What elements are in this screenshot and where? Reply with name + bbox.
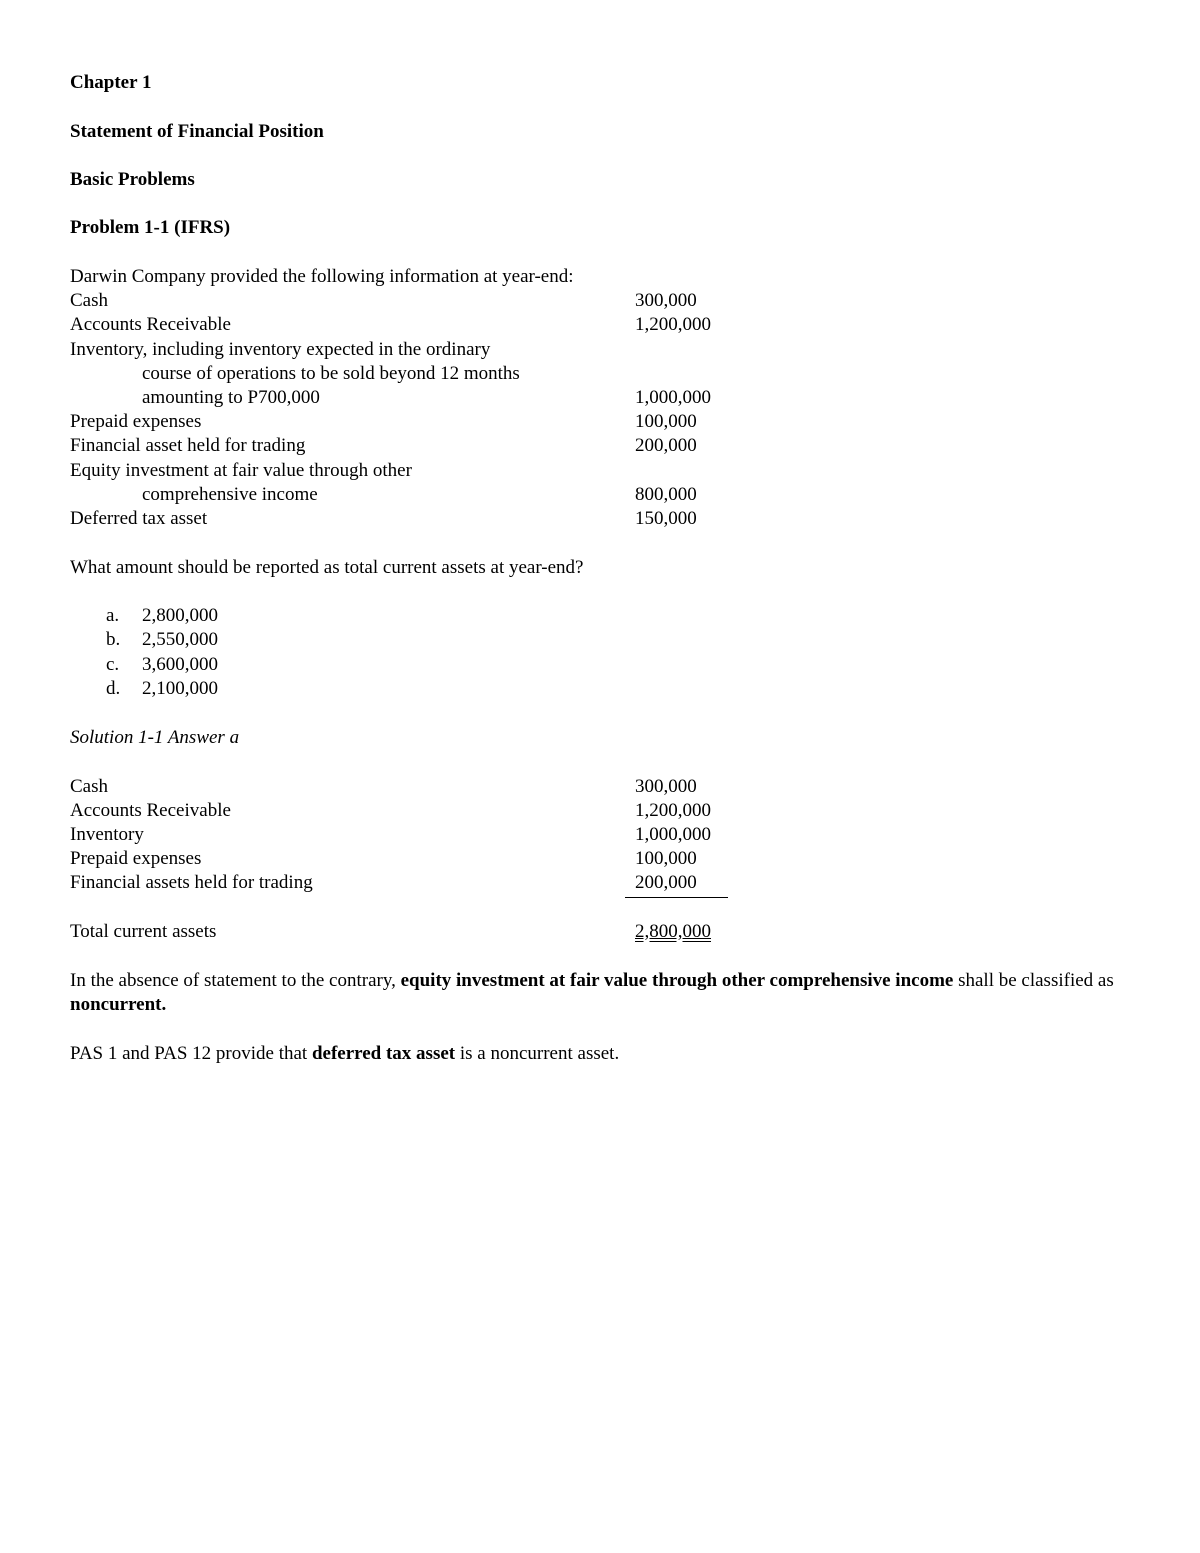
note2-bold-term: deferred tax asset	[311, 1043, 456, 1064]
item-label-inventory-1: Inventory, including inventory expected in the ordinary	[70, 339, 491, 360]
item-label-inventory-3: amounting to P700,000	[142, 387, 320, 408]
total-value: 2,800,000	[635, 921, 711, 942]
solution-value-ar: 1,200,000	[635, 800, 711, 821]
note2-pre: PAS 1 and PAS 12 provide that	[70, 1043, 312, 1064]
item-label-financial-asset: Financial asset held for trading	[70, 435, 306, 456]
choice-value: 2,100,000	[142, 678, 218, 699]
solution-value-prepaid: 100,000	[635, 848, 697, 869]
subtotal-rule	[625, 897, 728, 898]
item-value-equity: 800,000	[635, 484, 697, 505]
choice-value: 2,800,000	[142, 605, 218, 626]
note-equity-investment	[70, 969, 1132, 1017]
choice-letter: b.	[106, 629, 121, 650]
item-value-prepaid: 100,000	[635, 411, 697, 432]
item-label-ar: Accounts Receivable	[70, 314, 231, 335]
choice-value: 2,550,000	[142, 629, 218, 650]
item-value-ar: 1,200,000	[635, 314, 711, 335]
choice-letter: a.	[106, 605, 120, 626]
solution-label-ar: Accounts Receivable	[70, 800, 231, 821]
item-label-prepaid: Prepaid expenses	[70, 411, 202, 432]
solution-label-prepaid: Prepaid expenses	[70, 848, 202, 869]
note1-mid: shall be classified as	[953, 970, 1114, 991]
solution-value-cash: 300,000	[635, 776, 697, 797]
item-value-inventory: 1,000,000	[635, 387, 711, 408]
problem-title: Problem 1-1 (IFRS)	[70, 217, 231, 238]
question-text: What amount should be reported as total current assets at year-end?	[70, 557, 584, 578]
note2-post: is a noncurrent asset.	[455, 1043, 620, 1064]
choice-value: 3,600,000	[142, 654, 218, 675]
item-value-cash: 300,000	[635, 290, 697, 311]
choice-letter: d.	[106, 678, 121, 699]
item-label-equity-2: comprehensive income	[142, 484, 318, 505]
chapter-heading: Chapter 1	[70, 72, 152, 93]
item-value-financial-asset: 200,000	[635, 435, 697, 456]
item-label-cash: Cash	[70, 290, 108, 311]
subsection-heading: Basic Problems	[70, 169, 195, 190]
choice-letter: c.	[106, 654, 120, 675]
item-label-inventory-2: course of operations to be sold beyond 12 months	[142, 363, 520, 384]
item-label-deferred-tax: Deferred tax asset	[70, 508, 208, 529]
solution-label-cash: Cash	[70, 776, 108, 797]
total-label: Total current assets	[70, 921, 217, 942]
note1-pre: In the absence of statement to the contrary,	[70, 970, 401, 991]
solution-value-financial-assets: 200,000	[635, 872, 697, 893]
note1-bold-noncurrent: noncurrent.	[70, 994, 167, 1015]
item-value-deferred-tax: 150,000	[635, 508, 697, 529]
note-deferred-tax	[70, 1042, 1132, 1066]
note1-bold-term: equity investment at fair value through other comprehensive income	[400, 970, 954, 991]
problem-intro: Darwin Company provided the following information at year-end:	[70, 266, 574, 287]
solution-label-financial-assets: Financial assets held for trading	[70, 872, 313, 893]
solution-value-inventory: 1,000,000	[635, 824, 711, 845]
solution-title: Solution 1-1 Answer a	[70, 727, 240, 748]
item-label-equity-1: Equity investment at fair value through other	[70, 460, 412, 481]
section-heading: Statement of Financial Position	[70, 121, 324, 142]
solution-label-inventory: Inventory	[70, 824, 144, 845]
